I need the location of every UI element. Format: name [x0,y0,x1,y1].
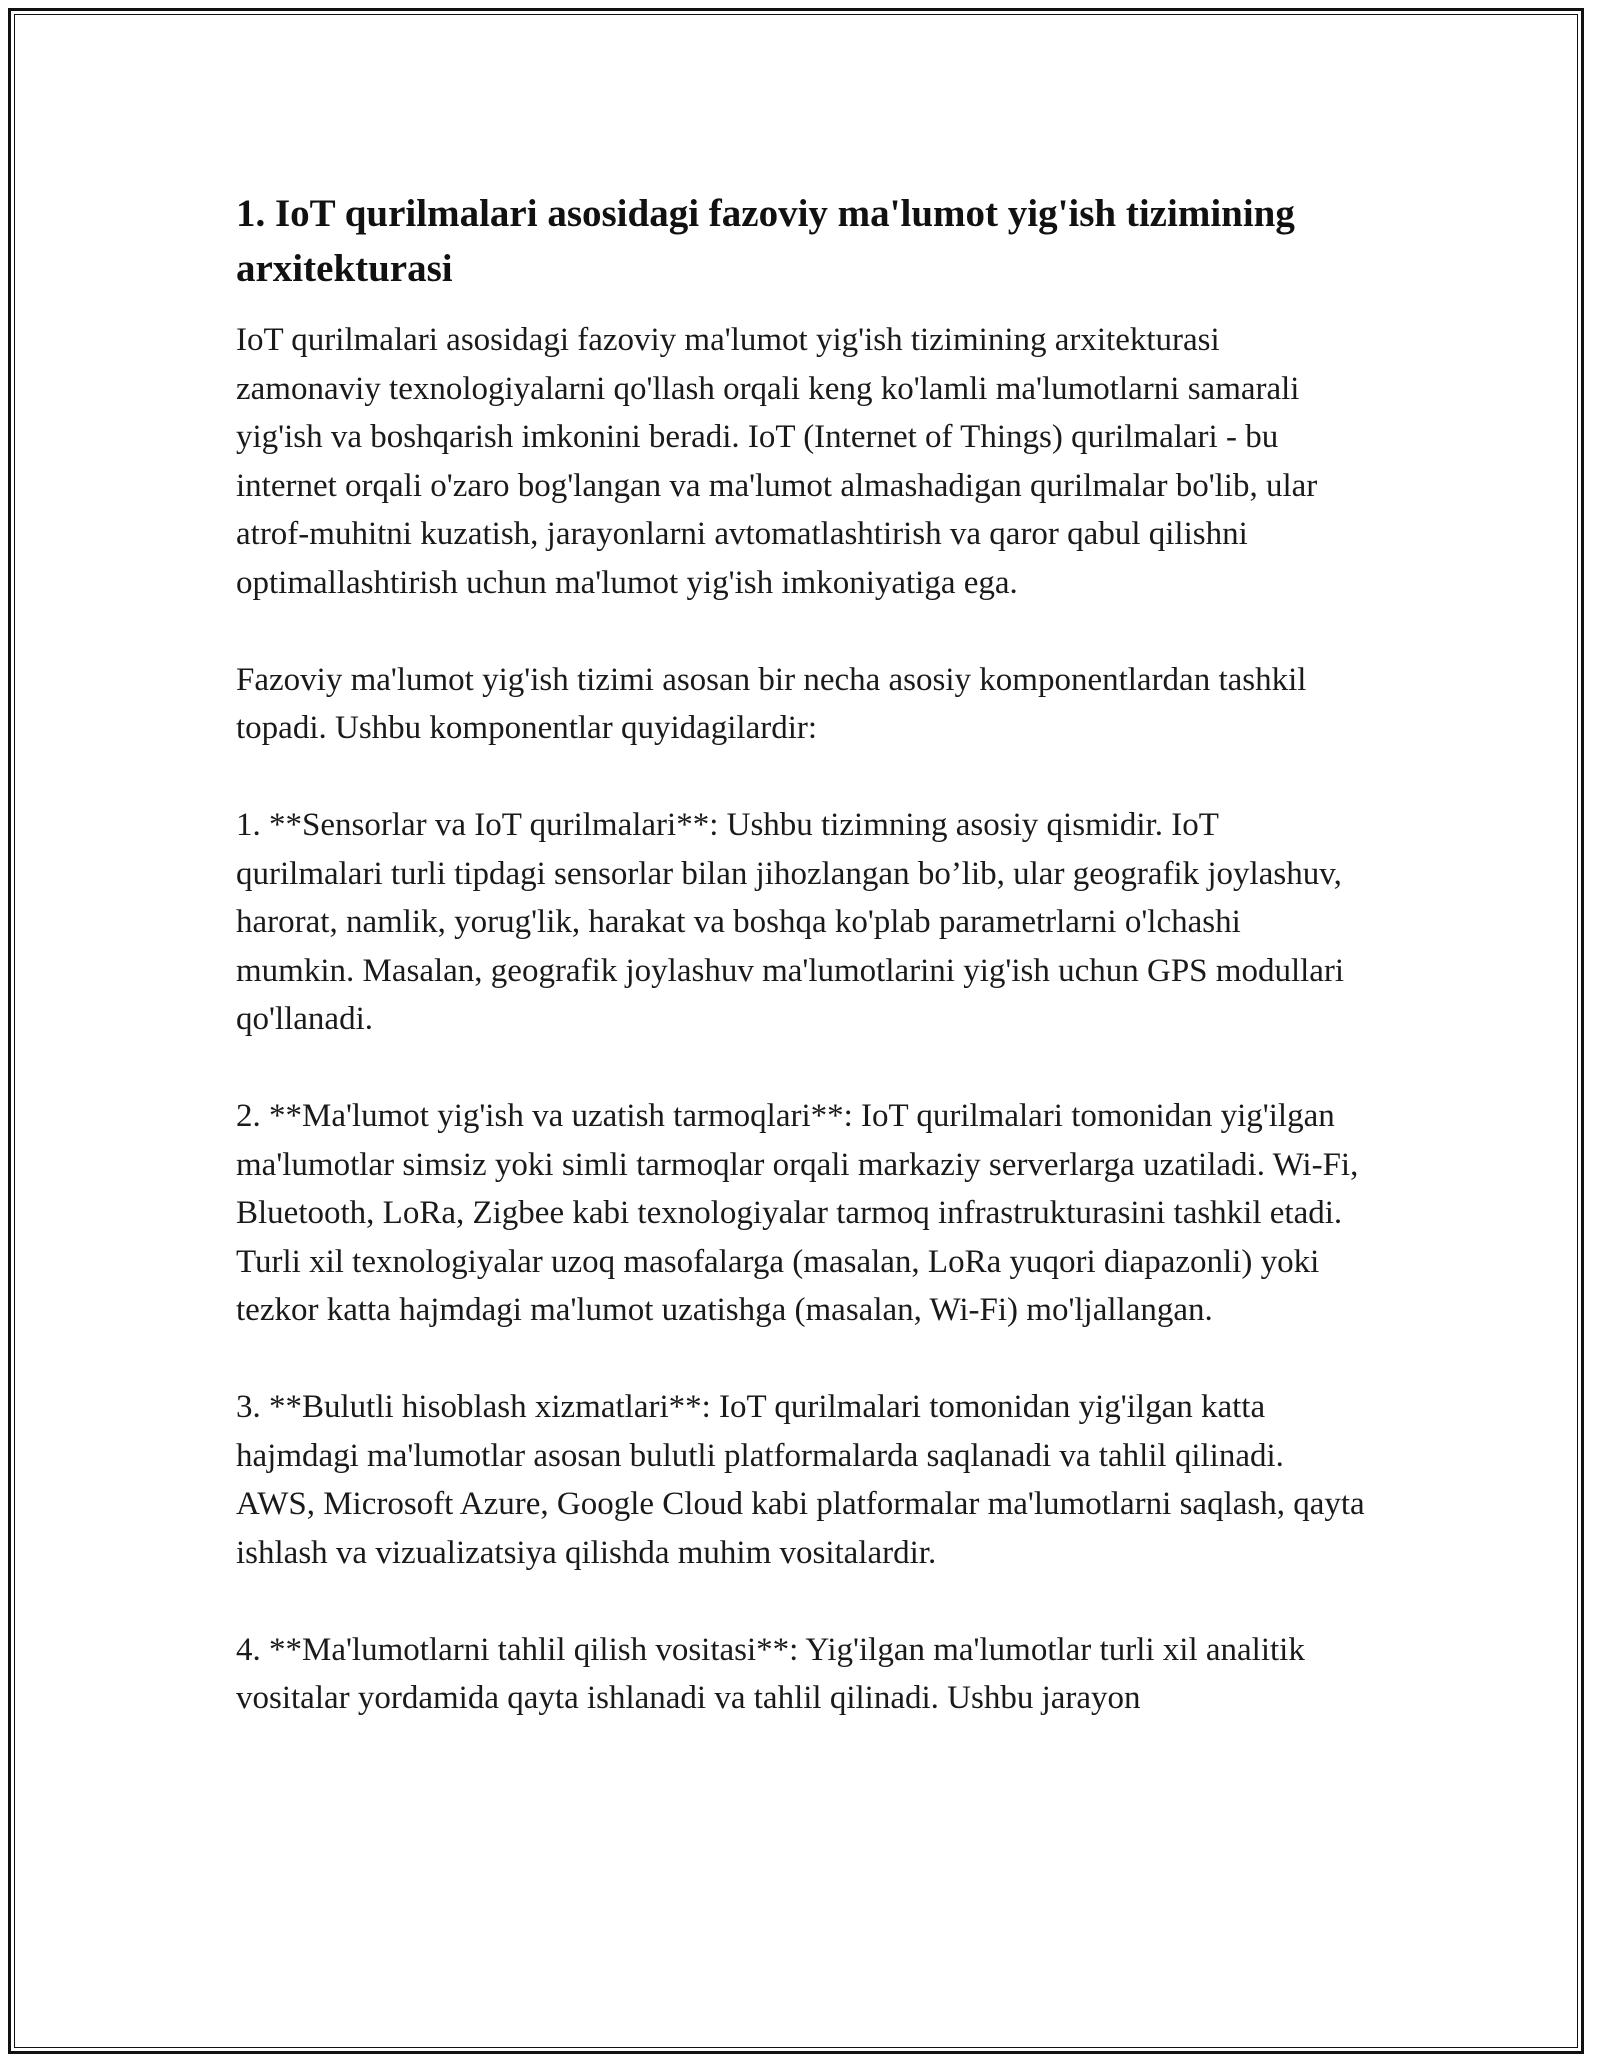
list-item-analytics: 4. **Ma'lumotlarni tahlil qilish vositasi**: Yig'ilgan ma'lumotlar turli xil analitik vositalar yordamida qayta ishlanadi va tahlil qilinadi. Ushbu jarayon [236,1631,1305,1716]
list-item-sensors: 1. **Sensorlar va IoT qurilmalari**: Ushbu tizimning asosiy qismidir. IoT qurilmalari turli tipdagi sensorlar bilan jihozlangan bo’lib, ular geografik joylashuv, harorat, namlik, yorug'lik, harakat va boshqa ko'plab parametrlarni o'lchashi mumkin. Masalan, geografik joylashuv ma'lumotlarini yig'ish uchun GPS modullari qo'llanadi. [236,807,1345,1037]
section-heading: 1. IoT qurilmalari asosidagi fazoviy ma'lumot yig'ish tizimining arxitekturasi [236,192,1295,290]
list-item-cloud: 3. **Bulutli hisoblash xizmatlari**: IoT qurilmalari tomonidan yig'ilgan katta hajmdagi ma'lumotlar asosan bulutli platformalarda saqlanadi va tahlil qilinadi. AWS, Microsoft Azure, Google Cloud kabi platformalar ma'lumotlarni saqlash, qayta ishlash va vizualizatsiya qilishda muhim vositalardir. [236,1389,1365,1571]
intro-paragraph: IoT qurilmalari asosidagi fazoviy ma'lumot yig'ish tizimining arxitekturasi zamonaviy texnologiyalarni qo'llash orqali keng ko'lamli ma'lumotlarni samarali yig'ish va boshqarish imkonini beradi. IoT (Internet of Things) qurilmalari - bu internet orqali o'zaro bog'langan va ma'lumot almashadigan qurilmalar bo'lib, ular atrof-muhitni kuzatish, jarayonlarni avtomatlashtirish va qaror qabul qilishni optimallashtirish uchun ma'lumot yig'ish imkoniyatiga ega. [236,322,1318,601]
document-body [236,186,1366,1771]
list-item-networks: 2. **Ma'lumot yig'ish va uzatish tarmoqlari**: IoT qurilmalari tomonidan yig'ilgan ma'lumotlar simsiz yoki simli tarmoqlar orqali markaziy serverlarga uzatiladi. Wi-Fi, Bluetooth, LoRa, Zigbee kabi texnologiyalar tarmoq infrastrukturasini tashkil etadi. Turli xil texnologiyalar uzoq masofalarga (masalan, LoRa yuqori diapazonli) yoki tezkor katta hajmdagi ma'lumot uzatishga (masalan, Wi-Fi) mo'ljallangan. [236,1098,1359,1328]
components-intro-paragraph: Fazoviy ma'lumot yig'ish tizimi asosan bir necha asosiy komponentlardan tashkil topadi. Ushbu komponentlar quyidagilardir: [236,661,1307,746]
